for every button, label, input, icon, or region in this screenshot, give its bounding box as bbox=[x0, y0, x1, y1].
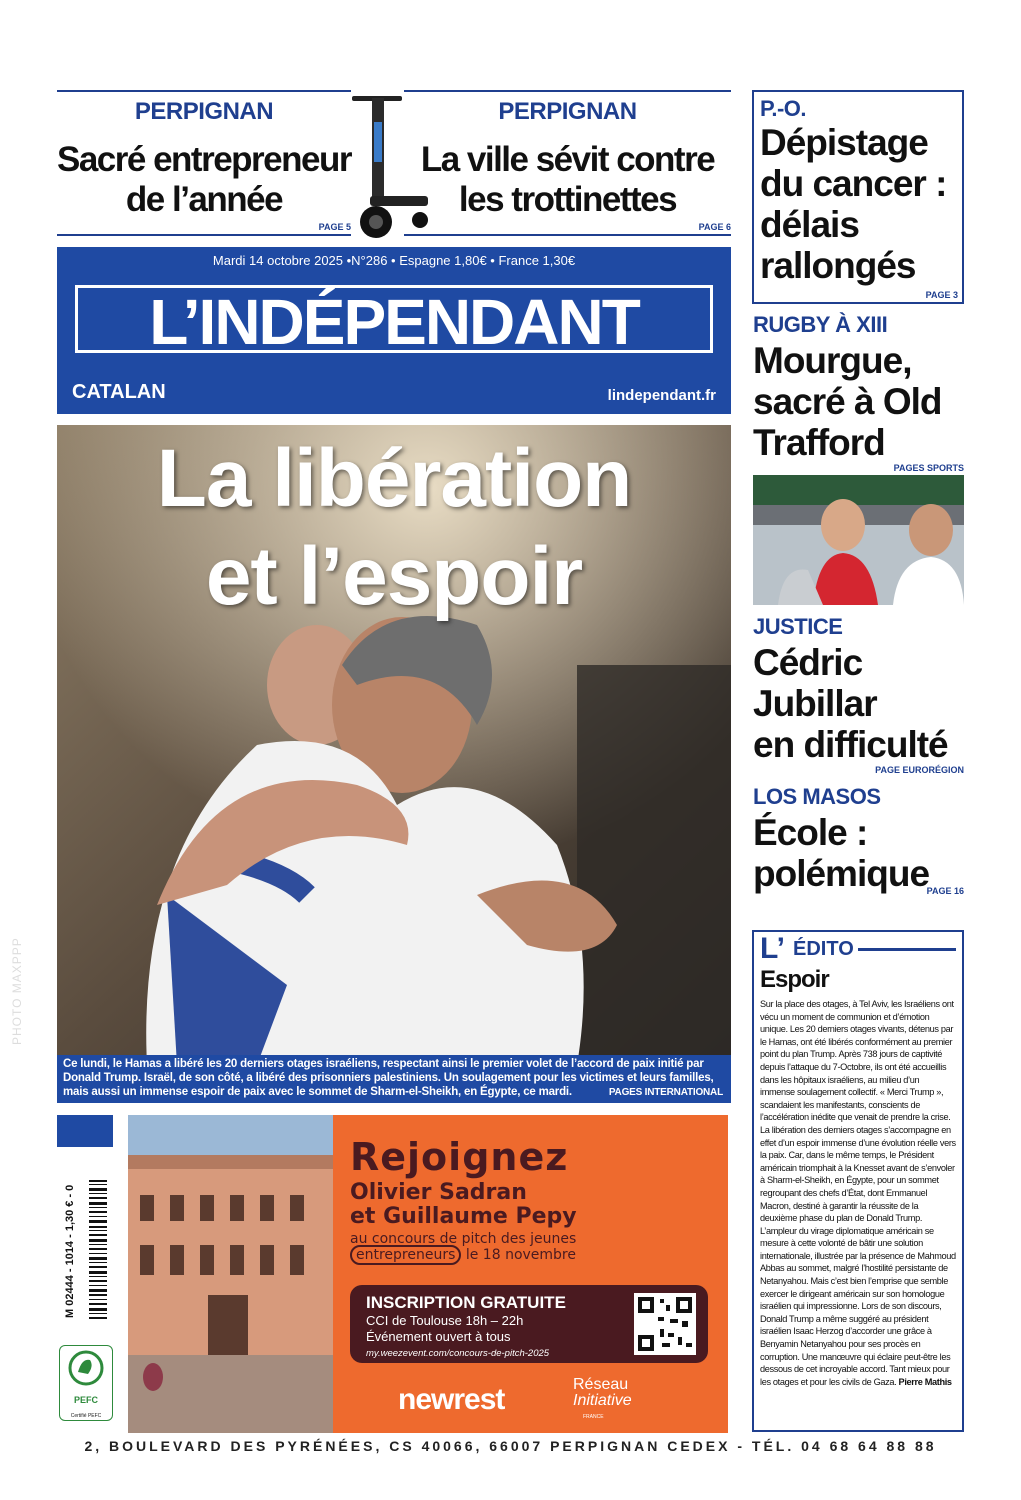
pefc-logo bbox=[59, 1345, 113, 1421]
caption-text: Ce lundi, le Hamas a libéré les 20 derniers otages israéliens, respectant ainsi le premier volet de l’accord de paix initié par Donald Trump. Israël, de son côté, a libéré des prisonniers palestiniens. Un soulagement pour les victimes et leurs familles, mais aussi un immense espoir de paix avec le sommet de Sharm-el-Sheikh, en Égypte, ce mardi. bbox=[63, 1058, 714, 1098]
ad-subtitle: au concours de pitch des jeunes entrepreneurs le 18 novembre bbox=[350, 1231, 577, 1263]
color-block bbox=[57, 1115, 113, 1147]
teaser-headline: La ville sévit contre les trottinettes bbox=[420, 140, 715, 219]
registration-title: INSCRIPTION GRATUITE bbox=[366, 1293, 566, 1312]
caption-page: PAGES INTERNATIONAL bbox=[608, 1087, 723, 1098]
registration-line: Événement ouvert à tous bbox=[366, 1329, 511, 1344]
teaser-page: PAGE 16 bbox=[926, 886, 964, 896]
edito-author: Pierre Mathis bbox=[898, 1376, 952, 1387]
teaser-kicker: JUSTICE bbox=[753, 614, 843, 639]
teaser-kicker: LOS MASOS bbox=[753, 784, 881, 809]
edito-letter: L’ bbox=[760, 932, 786, 965]
newrest-logo: newrest bbox=[398, 1383, 505, 1416]
teaser-entrepreneur[interactable] bbox=[57, 90, 351, 236]
edito-box[interactable] bbox=[752, 930, 964, 1432]
teaser-headline: Sacré entrepreneur de l’année bbox=[57, 140, 351, 219]
newspaper-title: L’INDÉPENDANT bbox=[149, 286, 639, 358]
rugby-photo bbox=[753, 475, 964, 605]
edito-title: Espoir bbox=[760, 966, 829, 993]
teaser-depistage[interactable] bbox=[752, 90, 964, 304]
advertisement[interactable] bbox=[128, 1115, 728, 1433]
photo-credit: PHOTO MAXPPP bbox=[10, 937, 24, 1045]
qr-code-icon[interactable] bbox=[634, 1293, 696, 1355]
reseau-initiative-logo: Réseau Initiative FRANCE bbox=[573, 1376, 632, 1420]
teaser-kicker: PERPIGNAN bbox=[498, 98, 637, 125]
teaser-ecole[interactable] bbox=[753, 784, 964, 896]
registration-url[interactable]: my.weezevent.com/concours-de-pitch-2025 bbox=[366, 1348, 550, 1359]
barcode-number: M 02444 - 1014 - 1,30 € - 0 bbox=[64, 1184, 76, 1318]
edito-body: Sur la place des otages, à Tel Aviv, les Israéliens ont vécu un moment de communion et d’émotion unique. Les 20 derniers otages vivants, détenus par le Hamas, ont été libérés conformément au premier point du plan Trump. Après 738 jours de captivité depuis l’attaque du 7-Octobre, ils ont été accueillis dans les hôpitaux israéliens, au milieu d’un immense soulagement collectif. « Merci Trump », scandaient les manifestants, conscients de l’accélération inédite que venait de prendre la crise. La libération des derniers otages s’accompagne en effet d’un espoir immense d’une évolution réelle vers la paix. Car, dans le même temps, le Président américain triomphait à la Knesset avant de s’envoler à Sharm-el-Sheikh, en Égypte, pour un sommet regroupant des chefs d’État, dont Emmanuel Macron, destiné à garantir la réussite de la deuxième phase du plan de Donald Trump. L’ampleur du virage diplomatique américain se mesure à cette volonté de bâtir une solution internationale, illustrée par la présence de Mahmoud Abbas au sommet, malgré l’hostilité persistante de Netanyahou. Mais c’est bien l’emprise que semble exercer le dirigeant américain sur son homologue israélien qui impressionne. Lors de son discours, Donald Trump a même suggéré au président israélien Isaac Herzog d’accorder une grâce à Benyamin Netanyahou pour ses procès en corruption. Une manœuvre qui éclaire peut-être les dessous de cet incroyable accord. Tant mieux pour les otages et pour les civils de Gaza. Pierre Mathis bbox=[760, 999, 956, 1387]
main-photo bbox=[57, 425, 731, 1055]
teaser-trottinettes[interactable] bbox=[404, 90, 731, 236]
teaser-page: PAGE 3 bbox=[925, 290, 958, 300]
registration-line: CCI de Toulouse 18h – 22h bbox=[366, 1313, 524, 1328]
capitole-photo bbox=[128, 1115, 333, 1433]
teaser-page: PAGE 5 bbox=[318, 222, 351, 232]
teaser-page: PAGE EURORÉGION bbox=[875, 765, 964, 775]
pefc-label: PEFC bbox=[73, 1395, 98, 1405]
main-caption[interactable] bbox=[57, 1055, 731, 1103]
teaser-jubillar[interactable] bbox=[753, 614, 964, 775]
teaser-headline: Cédric Jubillar en difficulté bbox=[753, 642, 948, 765]
teaser-headline: École : polémique bbox=[753, 812, 930, 894]
edito-label-text: ÉDITO bbox=[793, 937, 854, 960]
pefc-icon bbox=[60, 1346, 112, 1390]
main-headline: La libération et l’espoir bbox=[156, 433, 632, 622]
teaser-page: PAGES SPORTS bbox=[893, 463, 964, 473]
pefc-sub: Certifié PEFC bbox=[70, 1413, 102, 1419]
masthead-title-box bbox=[75, 285, 713, 358]
footer-address: 2, BOULEVARD DES PYRÉNÉES, CS 40066, 66007 PERPIGNAN CEDEX - TÉL. 04 68 64 88 88 bbox=[84, 1438, 937, 1454]
ad-title: Rejoignez bbox=[350, 1135, 569, 1179]
teaser-kicker: RUGBY À XIII bbox=[753, 312, 888, 337]
masthead bbox=[57, 247, 731, 414]
teaser-page: PAGE 6 bbox=[698, 222, 731, 232]
website-link[interactable]: lindependant.fr bbox=[607, 387, 716, 404]
dateline: Mardi 14 octobre 2025 •N°286 • Espagne 1,80€ • France 1,30€ bbox=[212, 253, 576, 268]
teaser-kicker: PERPIGNAN bbox=[134, 98, 274, 125]
teaser-kicker: P.-O. bbox=[760, 96, 807, 121]
registration-box[interactable] bbox=[350, 1285, 708, 1363]
teaser-rugby[interactable] bbox=[753, 312, 964, 473]
teaser-headline: Dépistage du cancer : délais rallongés bbox=[760, 122, 947, 286]
teaser-headline: Mourgue, sacré à Old Trafford bbox=[753, 340, 942, 463]
edito-rule bbox=[858, 948, 956, 951]
edition-label: CATALAN bbox=[72, 381, 166, 403]
ad-oval-word: entrepreneurs bbox=[350, 1245, 461, 1265]
edito-label bbox=[760, 932, 956, 965]
ad-names: Olivier Sadran et Guillaume Pepy bbox=[350, 1180, 577, 1229]
barcode bbox=[59, 1180, 109, 1320]
